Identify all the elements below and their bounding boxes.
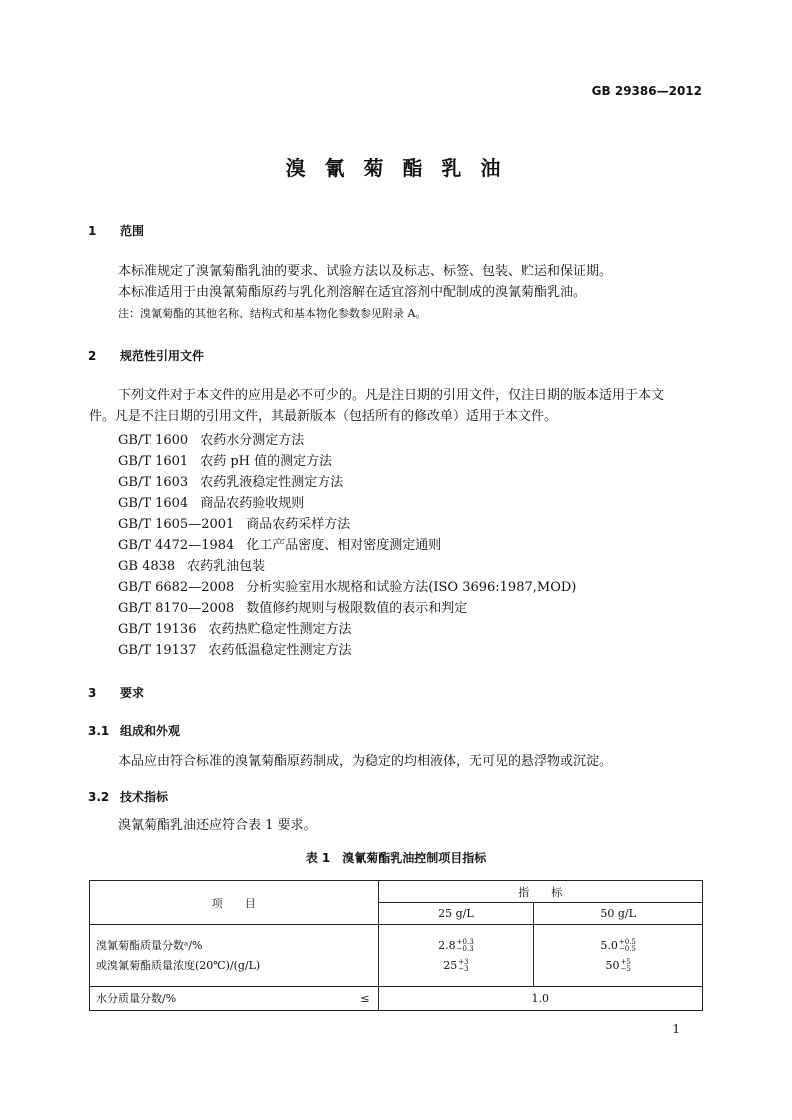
spec-table: [89, 880, 703, 1011]
normative-reference-list: [118, 430, 576, 661]
reference-title: 农药乳液稳定性测定方法: [200, 475, 344, 490]
section-2-paragraph-line-1: 下列文件对于本文件的应用是必不可少的。凡是注日期的引用文件，仅注日期的版本适用于本文: [118, 388, 665, 403]
tolerance-minus: −0.5: [618, 944, 636, 953]
document-title: 溴 氰 菊 酯 乳 油: [285, 156, 507, 180]
reference-title: 商品农药验收规则: [200, 496, 305, 511]
section-title: 要求: [120, 686, 145, 700]
tolerance-plus: +3: [458, 957, 469, 966]
subsection-3-2-heading: [88, 788, 168, 805]
reference-item: [118, 619, 576, 640]
tolerance-minus: −0.3: [456, 944, 474, 953]
value-mass-concentration: [534, 956, 702, 976]
reference-title: 商品农药采样方法: [246, 517, 351, 532]
section-number: 3.2: [88, 790, 110, 804]
reference-title: 化工产品密度、相对密度测定通则: [246, 538, 442, 553]
reference-item: [118, 577, 576, 598]
reference-code: GB/T 1604: [118, 496, 189, 511]
row-label-mass-concentration: 或溴氰菊酯质量浓度(20℃)/(g/L): [96, 958, 261, 972]
section-1-note: 注：溴氰菊酯的其他名称、结构式和基本物化参数参见附录 A。: [118, 307, 427, 320]
tolerance: [458, 959, 468, 973]
tolerance: [620, 959, 630, 973]
reference-item: [118, 598, 576, 619]
reference-item: [118, 430, 576, 451]
less-equal-operator: ≤: [360, 991, 370, 1005]
tolerance-plus: +5: [620, 957, 631, 966]
reference-code: GB 4838: [118, 559, 176, 574]
reference-title: 农药水分测定方法: [200, 433, 305, 448]
page-number: 1: [672, 1022, 680, 1036]
tolerance: [619, 939, 636, 953]
row-label: [90, 925, 379, 987]
header-item: 项 目: [90, 881, 379, 925]
standard-code: GB 29386—2012: [591, 84, 702, 98]
subsection-3-2-text: 溴氰菊酯乳油还应符合表 1 要求。: [118, 818, 317, 833]
reference-code: GB/T 4472—1984: [118, 538, 235, 553]
section-title: 技术指标: [120, 790, 169, 804]
section-number: 3: [88, 686, 97, 700]
header-25gl: 25 g/L: [378, 903, 534, 925]
value-base: 25: [443, 958, 458, 972]
value-50gl: [534, 925, 703, 987]
tolerance-plus: +0.3: [456, 937, 474, 946]
reference-title: 农药低温稳定性测定方法: [208, 643, 352, 658]
section-2-paragraph-line-2: 件。凡是不注日期的引用文件，其最新版本（包括所有的修改单）适用于本文件。: [89, 409, 558, 424]
value-base: 2.8: [438, 938, 456, 952]
header-index: 指 标: [378, 881, 702, 903]
section-number: 3.1: [88, 724, 110, 738]
reference-title: 分析实验室用水规格和试验方法(ISO 3696:1987,MOD): [246, 580, 577, 595]
table-caption: 表 1 溴氰菊酯乳油控制项目指标: [305, 851, 487, 865]
reference-item: [118, 451, 576, 472]
value-25gl: [378, 925, 534, 987]
tolerance-plus: +0.5: [618, 937, 636, 946]
reference-code: GB/T 1601: [118, 454, 189, 469]
reference-title: 数值修约规则与极限数值的表示和判定: [246, 601, 468, 616]
header-50gl: 50 g/L: [534, 903, 703, 925]
reference-item: [118, 556, 576, 577]
section-number: 2: [88, 349, 97, 363]
value-mass-fraction: [379, 936, 534, 956]
section-1-paragraph-1: 本标准规定了溴氰菊酯乳油的要求、试验方法以及标志、标签、包装、贮运和保证期。: [118, 264, 613, 279]
section-1-paragraph-2: 本标准适用于由溴氰菊酯原药与乳化剂溶解在适宜溶剂中配制成的溴氰菊酯乳油。: [118, 285, 587, 300]
value-mass-fraction: [534, 936, 702, 956]
reference-item: [118, 472, 576, 493]
section-2-heading: [88, 347, 204, 364]
table-row: [90, 925, 703, 987]
reference-title: 农药乳油包装: [187, 559, 266, 574]
section-title: 组成和外观: [120, 724, 181, 738]
table-row: [90, 987, 703, 1011]
section-title: 范围: [120, 224, 145, 238]
reference-code: GB/T 1600: [118, 433, 189, 448]
section-title: 规范性引用文件: [120, 349, 205, 363]
reference-code: GB/T 6682—2008: [118, 580, 235, 595]
reference-item: [118, 514, 576, 535]
reference-title: 农药热贮稳定性测定方法: [208, 622, 352, 637]
table-header-row: [90, 881, 703, 903]
section-1-heading: [88, 222, 144, 239]
row-label-water: 水分质量分数/%: [96, 991, 177, 1005]
tolerance-minus: −5: [620, 964, 631, 973]
reference-code: GB/T 1605—2001: [118, 517, 235, 532]
value-water: 1.0: [378, 987, 702, 1011]
section-3-heading: [88, 684, 144, 701]
value-mass-concentration: [379, 956, 534, 976]
section-number: 1: [88, 224, 97, 238]
reference-code: GB/T 19137: [118, 643, 197, 658]
tolerance-minus: −3: [458, 964, 469, 973]
tolerance: [457, 939, 474, 953]
row-label: [90, 987, 379, 1011]
reference-item: [118, 535, 576, 556]
value-base: 5.0: [600, 938, 618, 952]
value-base: 50: [605, 958, 620, 972]
reference-code: GB/T 1603: [118, 475, 189, 490]
subsection-3-1-text: 本品应由符合标准的溴氰菊酯原药制成，为稳定的均相液体，无可见的悬浮物或沉淀。: [118, 754, 613, 769]
subsection-3-1-heading: [88, 722, 180, 739]
reference-code: GB/T 19136: [118, 622, 197, 637]
reference-item: [118, 493, 576, 514]
row-label-mass-fraction: 溴氰菊酯质量分数ᵃ/%: [96, 938, 203, 952]
reference-item: [118, 640, 576, 661]
reference-code: GB/T 8170—2008: [118, 601, 235, 616]
reference-title: 农药 pH 值的测定方法: [200, 454, 333, 469]
